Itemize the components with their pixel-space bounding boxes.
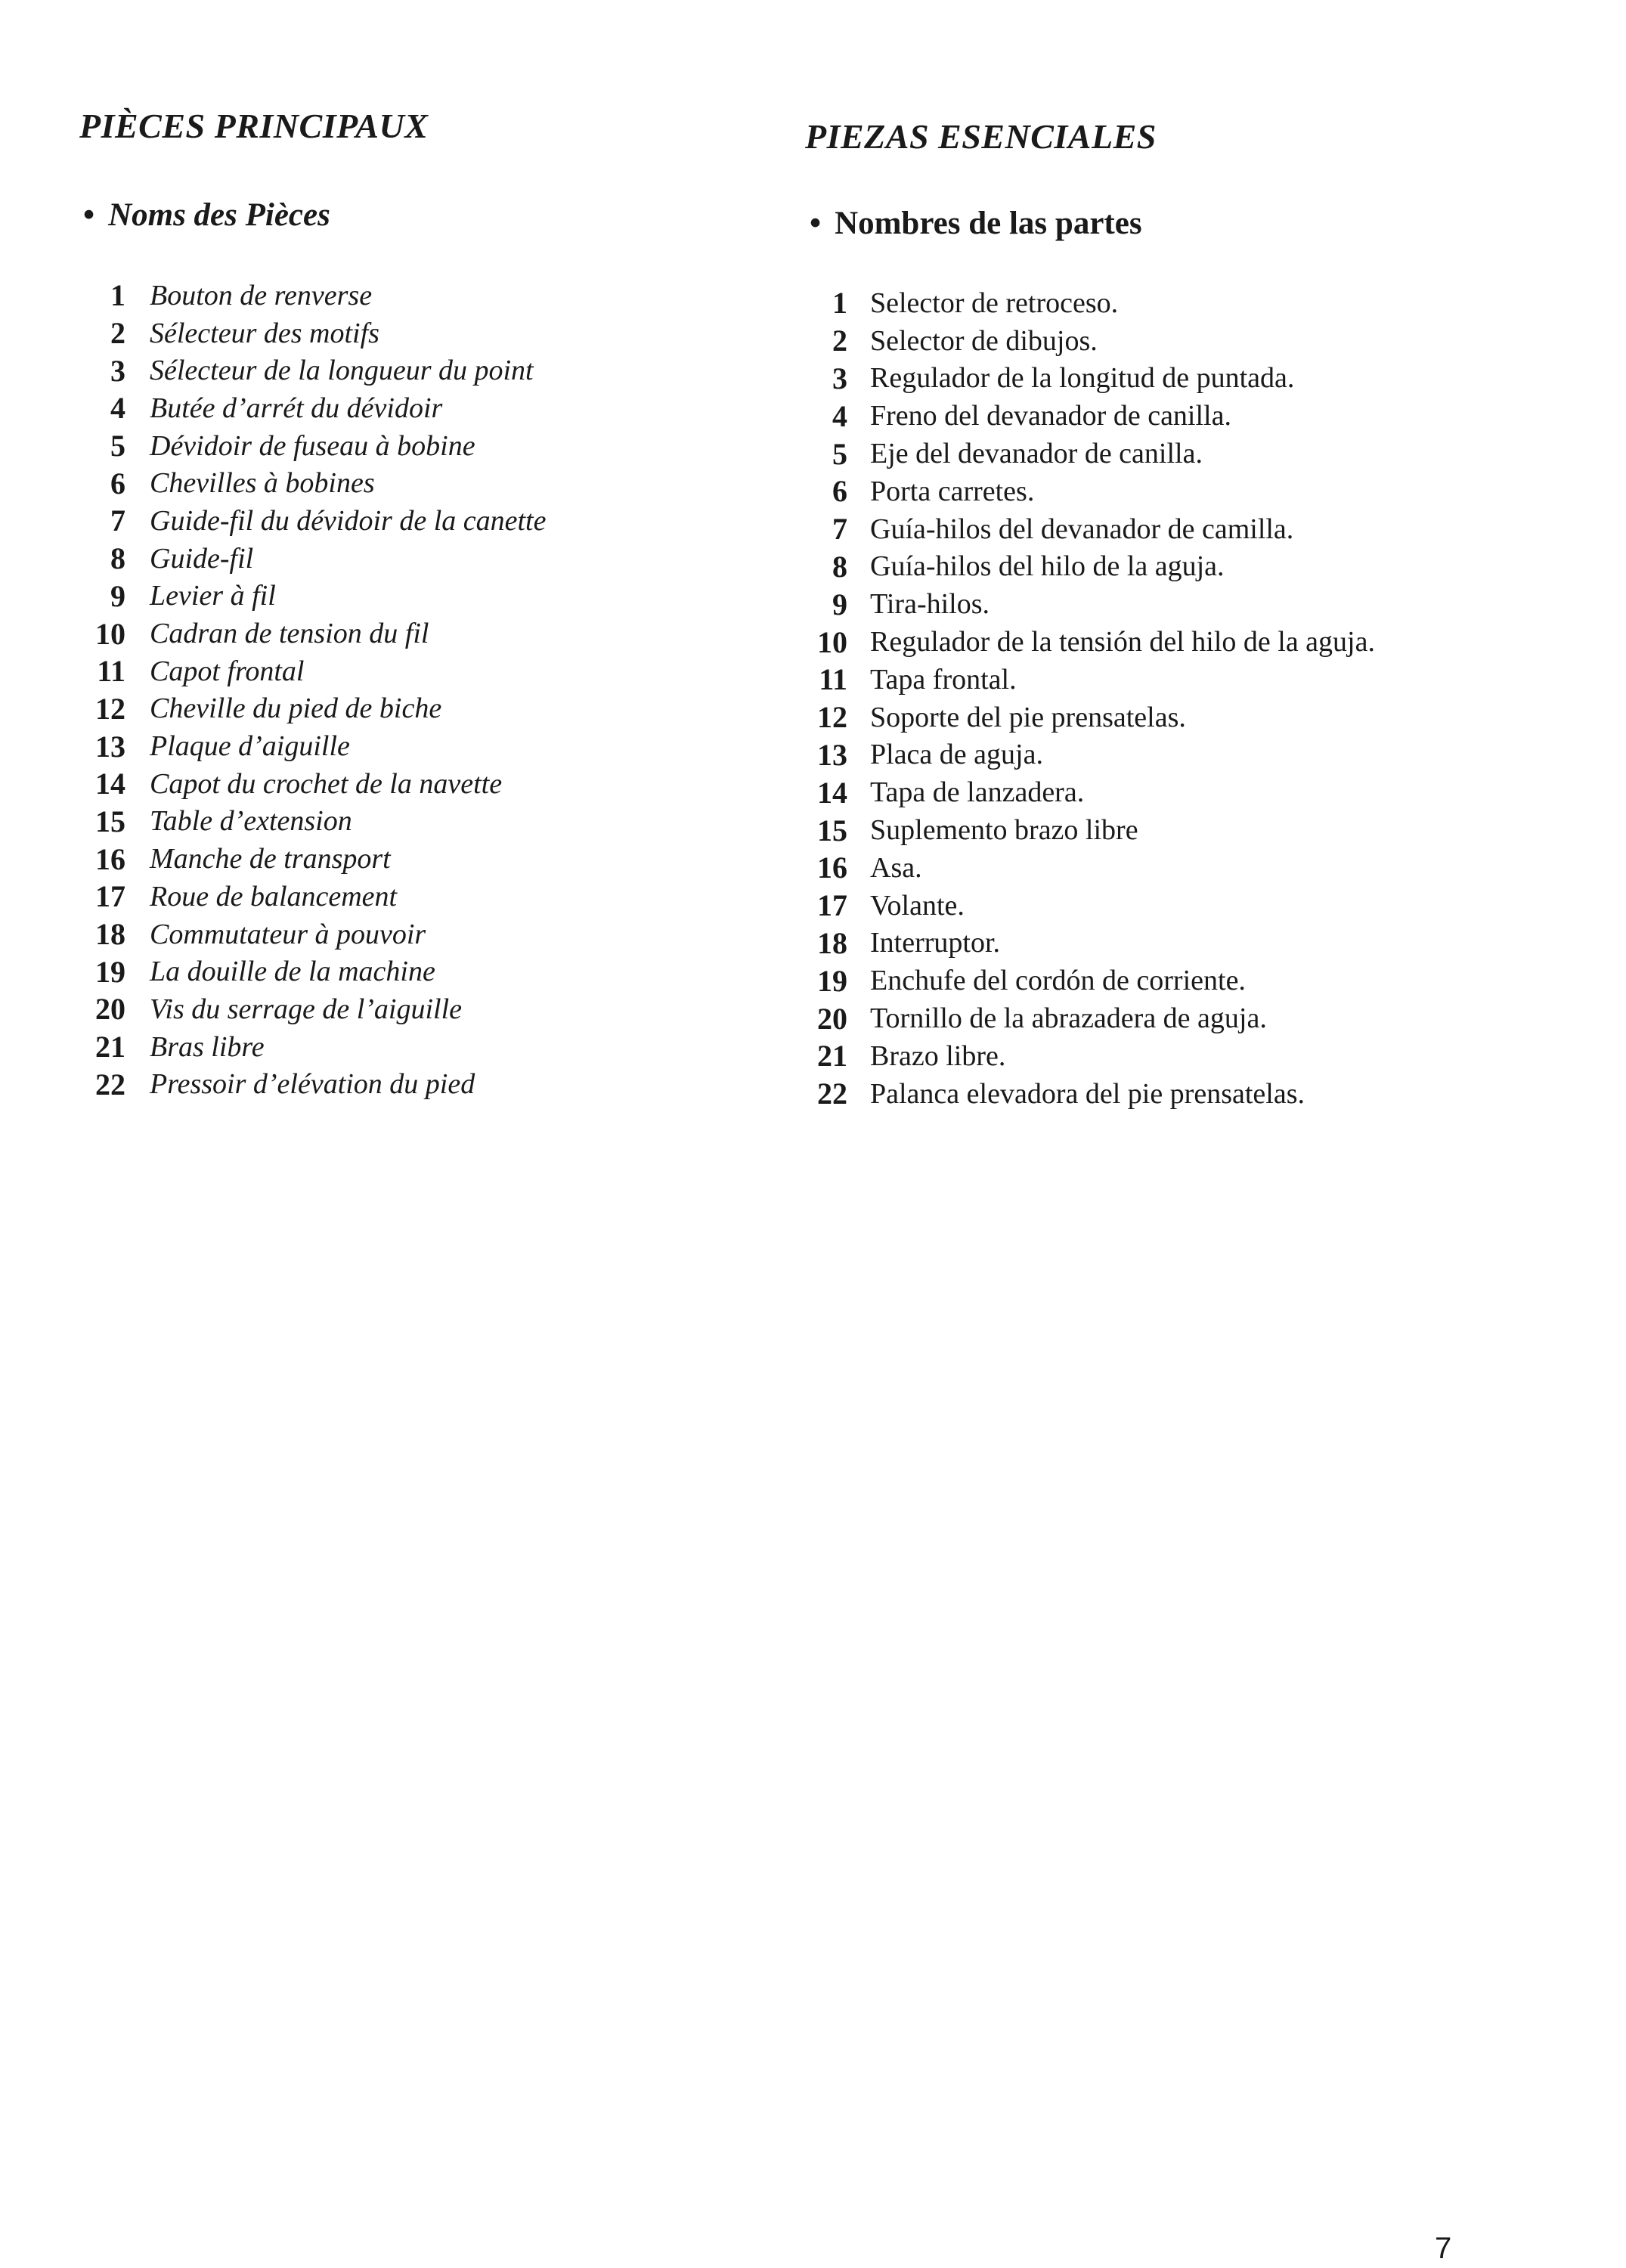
list-item — [68, 1065, 546, 1103]
part-number: 14 — [95, 767, 125, 801]
list-item — [790, 773, 1375, 811]
list-item — [68, 727, 546, 765]
part-name: Plaque d’aiguille — [150, 730, 350, 763]
part-name: Suplemento brazo libre — [870, 814, 1138, 847]
part-number: 5 — [832, 436, 847, 471]
list-item — [68, 803, 546, 841]
part-name: Porta carretes. — [870, 475, 1035, 507]
part-name: Brazo libre. — [870, 1040, 1006, 1072]
spanish-subtitle — [810, 205, 1142, 242]
list-item — [790, 999, 1375, 1037]
spanish-subtitle-text: Nombres de las partes — [835, 206, 1142, 241]
list-item — [790, 661, 1375, 699]
part-name: Tapa frontal. — [870, 663, 1017, 696]
part-name: Selector de dibujos. — [870, 324, 1098, 357]
page-number: 7 — [1435, 2232, 1452, 2265]
part-number: 22 — [817, 1077, 847, 1111]
part-name: Palanca elevadora del pie prensatelas. — [870, 1077, 1305, 1110]
part-name: Tira-hilos. — [870, 588, 990, 621]
part-number: 7 — [832, 512, 847, 547]
part-number: 11 — [97, 654, 125, 689]
part-name: Chevilles à bobines — [150, 467, 375, 500]
part-number: 6 — [832, 474, 847, 509]
part-name: Placa de aguja. — [870, 739, 1043, 771]
list-item — [68, 840, 546, 878]
part-number: 3 — [832, 361, 847, 395]
part-name: Enchufe del cordón de corriente. — [870, 965, 1246, 997]
list-item — [790, 397, 1375, 435]
list-item — [790, 435, 1375, 472]
part-number: 3 — [110, 353, 125, 388]
part-number: 12 — [95, 691, 125, 726]
part-name: Guía-hilos del hilo de la aguja. — [870, 550, 1225, 583]
part-name: Volante. — [870, 889, 965, 922]
part-number: 10 — [817, 624, 847, 659]
list-item — [68, 765, 546, 803]
french-section-title: PIÈCES PRINCIPAUX — [79, 107, 429, 145]
part-number: 2 — [832, 324, 847, 358]
list-item — [790, 1037, 1375, 1075]
list-item — [68, 314, 546, 352]
part-number: 17 — [95, 879, 125, 914]
part-number: 9 — [110, 578, 125, 613]
list-item — [68, 352, 546, 389]
list-item — [790, 962, 1375, 999]
part-number: 6 — [110, 466, 125, 500]
french-subtitle — [83, 197, 330, 234]
part-number: 16 — [817, 850, 847, 885]
list-item — [790, 322, 1375, 360]
part-name: Sélecteur de la longueur du point — [150, 355, 534, 387]
part-name: Dévidoir de fuseau à bobine — [150, 429, 475, 462]
part-name: Pressoir d’elévation du pied — [150, 1068, 475, 1101]
part-number: 16 — [95, 841, 125, 876]
part-number: 1 — [110, 278, 125, 313]
list-item — [790, 811, 1375, 849]
list-item — [68, 916, 546, 953]
part-name: Guide-fil — [150, 542, 254, 575]
part-number: 9 — [832, 587, 847, 621]
part-name: Guide-fil du dévidoir de la canette — [150, 504, 547, 537]
part-name: Selector de retroceso. — [870, 287, 1119, 319]
list-item — [68, 578, 546, 615]
part-name: Regulador de la longitud de puntada. — [870, 362, 1295, 395]
list-item — [790, 585, 1375, 623]
list-item — [68, 502, 546, 540]
list-item — [68, 690, 546, 728]
list-item — [790, 548, 1375, 586]
list-item — [68, 1028, 546, 1066]
list-item — [790, 623, 1375, 661]
bullet-icon: • — [83, 197, 95, 233]
part-number: 12 — [817, 700, 847, 735]
part-number: 21 — [95, 1030, 125, 1064]
list-item — [790, 699, 1375, 736]
part-name: Asa. — [870, 851, 922, 884]
part-name: Vis du serrage de l’aiguille — [150, 993, 463, 1025]
french-subtitle-text: Noms des Pièces — [108, 197, 330, 233]
part-name: Commutateur à pouvoir — [150, 918, 426, 950]
part-number: 8 — [832, 549, 847, 584]
list-item — [790, 1075, 1375, 1113]
part-name: Capot du crochet de la navette — [150, 767, 503, 800]
list-item — [68, 953, 546, 990]
list-item — [790, 510, 1375, 548]
part-number: 18 — [95, 917, 125, 952]
part-name: Manche de transport — [150, 843, 391, 875]
part-name: Tornillo de la abrazadera de aguja. — [870, 1002, 1267, 1035]
spanish-parts-list — [790, 284, 1375, 1113]
part-number: 19 — [95, 954, 125, 989]
list-item — [68, 878, 546, 916]
list-item — [68, 464, 546, 502]
part-number: 21 — [817, 1039, 847, 1074]
french-parts-list — [68, 277, 546, 1103]
part-number: 11 — [819, 662, 847, 697]
part-number: 10 — [95, 616, 125, 651]
part-name: Interruptor. — [870, 927, 1001, 959]
list-item — [790, 284, 1375, 322]
list-item — [790, 925, 1375, 962]
part-number: 20 — [95, 992, 125, 1027]
part-number: 5 — [110, 429, 125, 463]
part-number: 4 — [110, 391, 125, 426]
part-name: Regulador de la tensión del hilo de la aguja. — [870, 626, 1375, 658]
list-item — [790, 849, 1375, 887]
part-name: Cheville du pied de biche — [150, 692, 442, 725]
part-name: Freno del devanador de canilla. — [870, 400, 1231, 432]
list-item — [68, 615, 546, 652]
bullet-icon: • — [810, 206, 822, 241]
list-item — [68, 540, 546, 578]
spanish-section-title: PIEZAS ESENCIALES — [805, 117, 1157, 156]
list-item — [790, 360, 1375, 398]
part-number: 2 — [110, 316, 125, 351]
list-item — [68, 427, 546, 465]
part-name: Bouton de renverse — [150, 279, 373, 311]
part-number: 8 — [110, 541, 125, 576]
list-item — [68, 652, 546, 690]
part-name: Roue de balancement — [150, 880, 398, 912]
part-number: 13 — [817, 737, 847, 772]
part-number: 7 — [110, 503, 125, 538]
part-number: 13 — [95, 729, 125, 764]
list-item — [790, 472, 1375, 510]
part-number: 19 — [817, 963, 847, 998]
part-name: Guía-hilos del devanador de camilla. — [870, 513, 1294, 545]
part-number: 18 — [817, 925, 847, 960]
part-name: Levier à fil — [150, 580, 276, 612]
part-number: 17 — [817, 888, 847, 923]
list-item — [790, 887, 1375, 925]
part-number: 4 — [832, 398, 847, 433]
list-item — [790, 736, 1375, 774]
part-name: Eje del devanador de canilla. — [870, 438, 1203, 470]
part-number: 22 — [95, 1067, 125, 1101]
part-name: Capot frontal — [150, 655, 305, 687]
part-name: Tapa de lanzadera. — [870, 776, 1085, 809]
part-name: Sélecteur des motifs — [150, 317, 379, 349]
part-number: 15 — [817, 813, 847, 847]
part-name: Table d’extension — [150, 805, 352, 838]
list-item — [68, 990, 546, 1028]
part-number: 20 — [817, 1001, 847, 1036]
part-number: 15 — [95, 804, 125, 838]
list-item — [68, 389, 546, 427]
part-number: 1 — [832, 286, 847, 321]
part-name: Butée d’arrét du dévidoir — [150, 392, 443, 424]
part-name: Bras libre — [150, 1030, 265, 1063]
part-number: 14 — [817, 775, 847, 810]
part-name: Cadran de tension du fil — [150, 618, 429, 650]
list-item — [68, 277, 546, 314]
part-name: Soporte del pie prensatelas. — [870, 701, 1186, 733]
part-name: La douille de la machine — [150, 956, 435, 988]
